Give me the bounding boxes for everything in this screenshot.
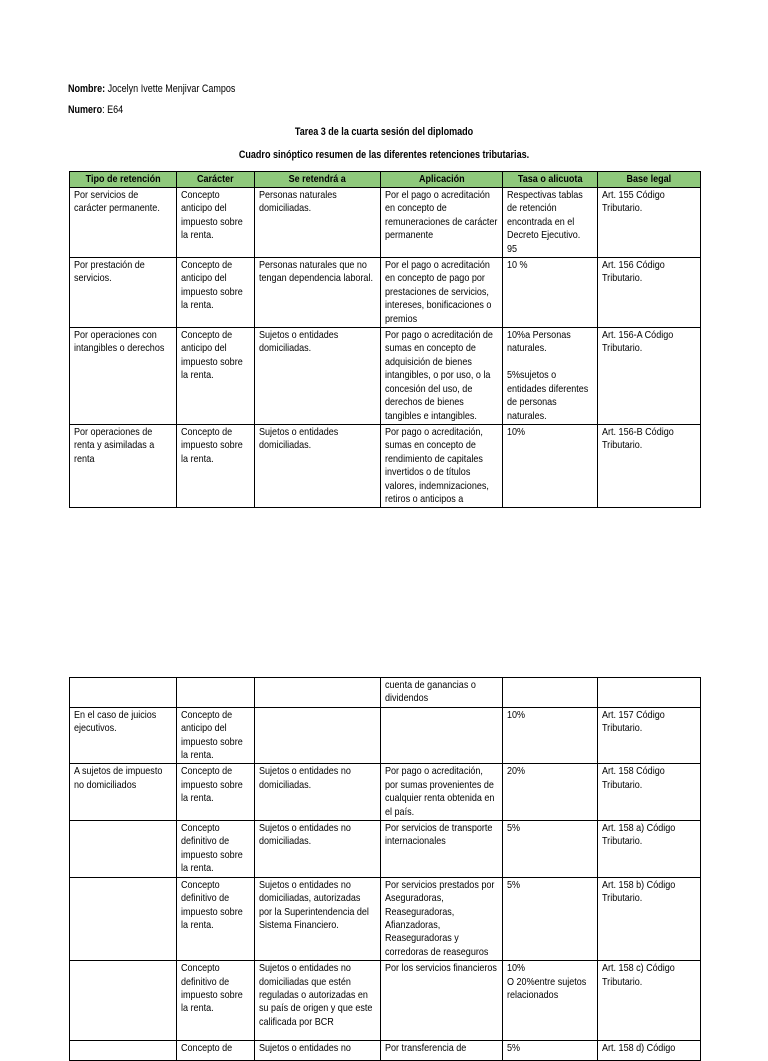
table-cell: Art. 156-B Código Tributario. xyxy=(598,424,701,507)
column-header-tipo: Tipo de retención xyxy=(70,172,177,188)
table-cell: Art. 158 Código Tributario. xyxy=(598,764,701,821)
table-cell: 10% xyxy=(503,707,598,764)
table-cell: Por servicios de transporte internacionales xyxy=(381,821,503,878)
column-header-caracter: Carácter xyxy=(177,172,255,188)
table-cell: Por operaciones de renta y asimiladas a renta xyxy=(70,424,177,507)
table-cell xyxy=(70,678,177,708)
column-header-se-retendra: Se retendrá a xyxy=(255,172,381,188)
table-cell: Art. 155 Código Tributario. xyxy=(598,188,701,258)
table-cell: 10% xyxy=(503,424,598,507)
table-cell: En el caso de juicios ejecutivos. xyxy=(70,707,177,764)
table-cell: Art. 157 Código Tributario. xyxy=(598,707,701,764)
table-cell xyxy=(70,1041,177,1061)
table-cell: Concepto definitivo de impuesto sobre la renta. xyxy=(177,821,255,878)
table-cell xyxy=(70,877,177,960)
table-cell: Concepto de impuesto sobre la renta. xyxy=(177,424,255,507)
table-cell: Concepto anticipo del impuesto sobre la renta. xyxy=(177,188,255,258)
table-cell: Concepto de impuesto sobre la renta. xyxy=(177,764,255,821)
table-cell xyxy=(503,678,598,708)
table-cell: Por los servicios financieros xyxy=(381,961,503,1041)
table-cell xyxy=(598,678,701,708)
retentions-table-part-2 xyxy=(69,677,701,1061)
table-cell xyxy=(255,678,381,708)
table-row xyxy=(70,188,701,258)
table-cell: Sujetos o entidades no xyxy=(255,1041,381,1061)
table-header-row xyxy=(70,172,701,188)
table-cell: Por el pago o acreditación en concepto de remuneraciones de carácter permanente xyxy=(381,188,503,258)
table-cell: Por transferencia de xyxy=(381,1041,503,1061)
table-cell: Concepto de anticipo del impuesto sobre la renta. xyxy=(177,707,255,764)
number-label: Numero xyxy=(68,104,103,116)
table-cell xyxy=(70,821,177,878)
table-cell: Art. 158 b) Código Tributario. xyxy=(598,877,701,960)
table-cell: Sujetos o entidades domiciliadas. xyxy=(255,424,381,507)
table-cell: Art. 156 Código Tributario. xyxy=(598,258,701,328)
table-cell: Art. 158 a) Código Tributario. xyxy=(598,821,701,878)
table-row xyxy=(70,877,701,960)
table-row xyxy=(70,764,701,821)
table-row xyxy=(70,961,701,1041)
document-title: Tarea 3 de la cuarta sesión del diplomado xyxy=(294,126,474,138)
table-row xyxy=(70,678,701,708)
table-cell: Concepto de xyxy=(177,1041,255,1061)
student-name-line xyxy=(68,83,235,95)
table-cell xyxy=(177,678,255,708)
table-cell: Por pago o acreditación, sumas en concepto de rendimiento de capitales invertidos o de títulos valores, indemnizaciones, retiros o anticipos a xyxy=(381,424,503,507)
name-value: Jocelyn Ivette Menjivar Campos xyxy=(107,83,236,95)
name-label: Nombre: xyxy=(68,83,106,95)
table-cell: Respectivas tablas de retención encontrada en el Decreto Ejecutivo. 95 xyxy=(503,188,598,258)
column-header-aplicacion: Aplicación xyxy=(381,172,503,188)
table-cell: 5% xyxy=(503,877,598,960)
table-cell: Por prestación de servicios. xyxy=(70,258,177,328)
table-row xyxy=(70,707,701,764)
table-cell: A sujetos de impuesto no domiciliados xyxy=(70,764,177,821)
table-row xyxy=(70,821,701,878)
table-cell: Concepto definitivo de impuesto sobre la renta. xyxy=(177,877,255,960)
table-cell: 10% O 20%entre sujetos relacionados xyxy=(503,961,598,1041)
retentions-table-part-1 xyxy=(69,171,701,508)
table-cell: Personas naturales que no tengan dependencia laboral. xyxy=(255,258,381,328)
table-row xyxy=(70,258,701,328)
table-cell: 10 % xyxy=(503,258,598,328)
table-cell xyxy=(381,707,503,764)
table-cell xyxy=(70,961,177,1041)
table-cell: Concepto definitivo de impuesto sobre la renta. xyxy=(177,961,255,1041)
table-cell: Concepto de anticipo del impuesto sobre la renta. xyxy=(177,258,255,328)
number-value: : E64 xyxy=(102,104,124,116)
table-cell: Por el pago o acreditación en concepto de pago por prestaciones de servicios, intereses, bonificaciones o premios xyxy=(381,258,503,328)
table-row xyxy=(70,424,701,507)
document-subtitle: Cuadro sinóptico resumen de las diferentes retenciones tributarias. xyxy=(238,149,530,161)
table-cell: 5% xyxy=(503,1041,598,1061)
column-header-base-legal: Base legal xyxy=(598,172,701,188)
table-cell: Concepto de anticipo del impuesto sobre la renta. xyxy=(177,328,255,425)
table-cell: 10%a Personas naturales. 5%sujetos o entidades diferentes de personas naturales. xyxy=(503,328,598,425)
table-cell: Sujetos o entidades domiciliadas. xyxy=(255,328,381,425)
table-cell: Por servicios de carácter permanente. xyxy=(70,188,177,258)
table-cell: 20% xyxy=(503,764,598,821)
table-cell: Sujetos o entidades no domiciliadas. xyxy=(255,821,381,878)
table-cell: Sujetos o entidades no domiciliadas que estén reguladas o autorizadas en su país de origen y que este calificada por BCR xyxy=(255,961,381,1041)
table-row xyxy=(70,1041,701,1061)
table-cell: Art. 158 d) Código xyxy=(598,1041,701,1061)
table-cell: 5% xyxy=(503,821,598,878)
table-cell: Por operaciones con intangibles o derechos xyxy=(70,328,177,425)
table-cell: Por pago o acreditación, por sumas provenientes de cualquier renta obtenida en el país. xyxy=(381,764,503,821)
table-cell: Por servicios prestados por Aseguradoras, Reaseguradoras, Afianzadoras, Reaseguradoras y corredoras de reaseguros xyxy=(381,877,503,960)
table-cell xyxy=(255,707,381,764)
table-cell: Sujetos o entidades no domiciliadas. xyxy=(255,764,381,821)
table-cell: Por pago o acreditación de sumas en concepto de adquisición de bienes intangibles, o por uso, o la concesión del uso, de derechos de bienes tangibles e intangibles. xyxy=(381,328,503,425)
table-cell: Sujetos o entidades no domiciliadas, autorizadas por la Superintendencia del Sistema Financiero. xyxy=(255,877,381,960)
student-number-line xyxy=(68,104,123,116)
table-cell: cuenta de ganancias o dividendos xyxy=(381,678,503,708)
table-row xyxy=(70,328,701,425)
table-cell: Personas naturales domiciliadas. xyxy=(255,188,381,258)
table-cell: Art. 156-A Código Tributario. xyxy=(598,328,701,425)
column-header-tasa: Tasa o alicuota xyxy=(503,172,598,188)
table-cell: Art. 158 c) Código Tributario. xyxy=(598,961,701,1041)
